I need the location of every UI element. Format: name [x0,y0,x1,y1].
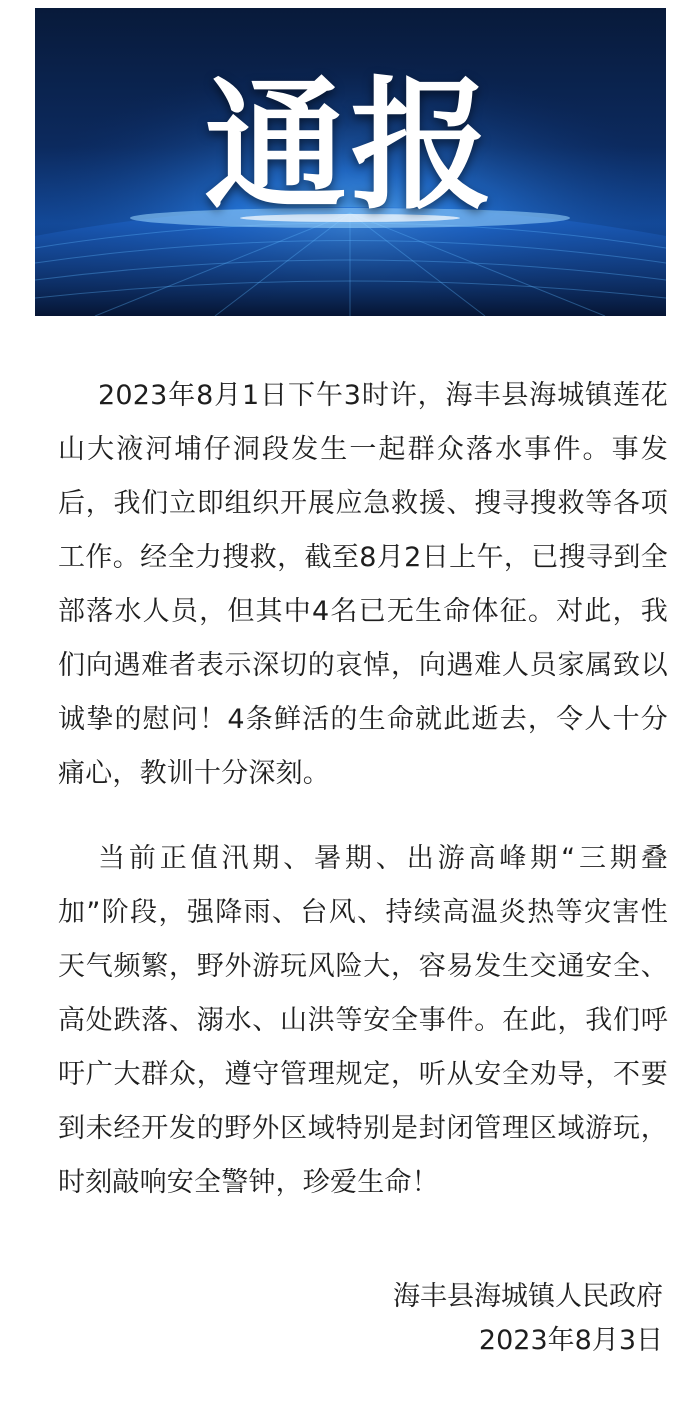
signature-organization: 海丰县海城镇人民政府 [393,1281,663,1312]
notice-paragraph-appeal: 当前正值汛期、暑期、出游高峰期“三期叠加”阶段，强降雨、台风、持续高温炎热等灾害性天气频繁，野外游玩风险大，容易发生交通安全、高处跌落、溺水、山洪等安全事件。在此，我们呼吁广大群众，遵守管理规定，听从安全劝导，不要到未经开发的野外区域特别是封闭管理区域游玩，时刻敲响安全警钟，珍爱生命！ [58,843,668,1198]
notice-paragraph-incident: 2023年8月1日下午3时许，海丰县海城镇莲花山大液河埔仔洞段发生一起群众落水事件。事发后，我们立即组织开展应急救援、搜寻搜救等各项工作。经全力搜救，截至8月2日上午，已搜寻到全部落水人员，但其中4名已无生命体征。对此，我们向遇难者表示深切的哀悼，向遇难人员家属致以诚挚的慰问！4条鲜活的生命就此逝去，令人十分痛心，教训十分深刻。 [58,380,668,789]
signature-date: 2023年8月3日 [478,1325,663,1356]
notice-banner [35,8,666,316]
banner-title: 通报 [204,63,497,229]
